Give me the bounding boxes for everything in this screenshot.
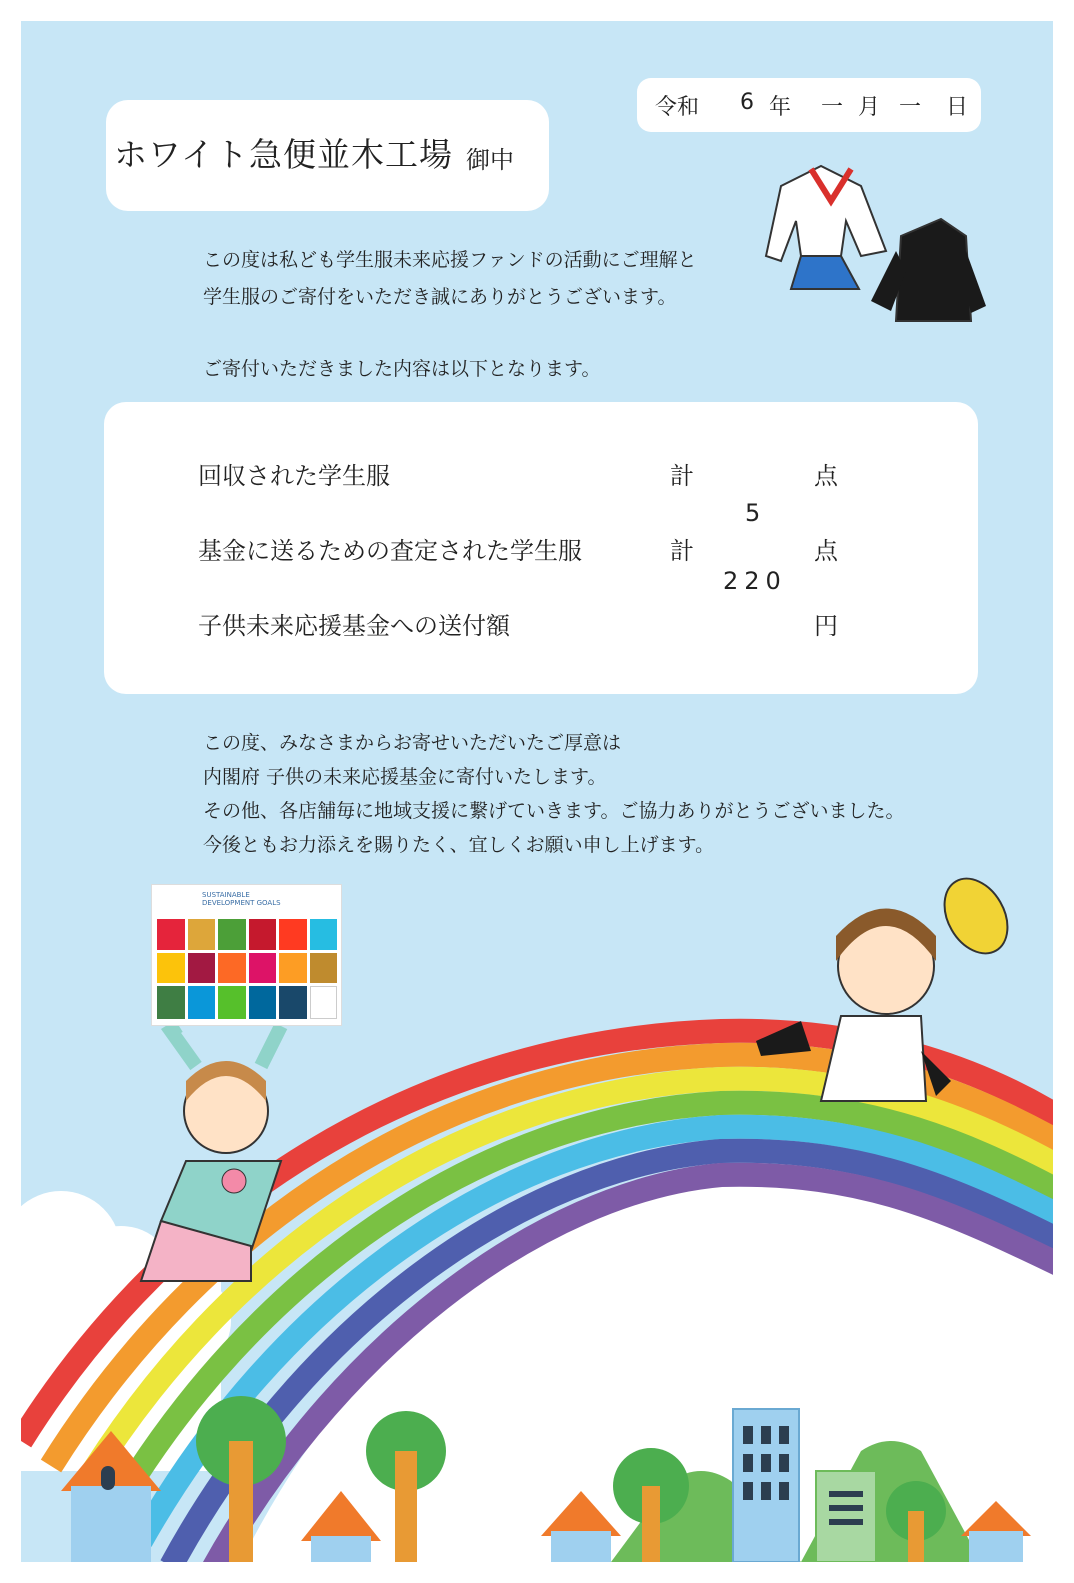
intro-line-1: この度は私ども学生服未来応援ファンドの活動にご理解と bbox=[203, 249, 697, 271]
addressee-name: ホワイト急便並木工場 bbox=[114, 135, 454, 174]
collected-uniforms-unit: 点 bbox=[814, 462, 838, 490]
sdg-tile bbox=[249, 919, 277, 950]
date-day: 一 bbox=[899, 95, 922, 120]
date-month: 一 bbox=[821, 95, 844, 120]
sdg-tile bbox=[188, 919, 216, 950]
sdg-tile bbox=[218, 919, 246, 950]
date-year: 6 bbox=[740, 90, 754, 115]
donation-summary-box bbox=[104, 402, 978, 694]
assessed-uniforms-label: 基金に送るための査定された学生服 bbox=[198, 537, 582, 565]
assessed-uniforms-prefix: 計 bbox=[670, 537, 694, 565]
sdgs-title: SUSTAINABLE DEVELOPMENT GOALS bbox=[202, 891, 281, 907]
school-uniform-illustration bbox=[766, 166, 986, 321]
closing-line-1: この度、みなさまからお寄せいただいたご厚意は bbox=[203, 732, 622, 754]
sdg-tile bbox=[310, 919, 338, 950]
sdg-tile bbox=[249, 986, 277, 1019]
sdgs-poster bbox=[151, 884, 342, 1026]
sdg-tile bbox=[310, 986, 338, 1019]
date-year-unit: 年 bbox=[769, 95, 792, 120]
sdg-tile bbox=[249, 953, 277, 984]
sdg-tile bbox=[218, 986, 246, 1019]
intro-line-3: ご寄付いただきました内容は以下となります。 bbox=[203, 358, 601, 380]
date-era: 令和 bbox=[655, 95, 700, 120]
date-day-unit: 日 bbox=[946, 95, 969, 120]
sdg-tile bbox=[279, 986, 307, 1019]
sdg-tile bbox=[157, 986, 185, 1019]
sdg-tile bbox=[188, 953, 216, 984]
certificate-page bbox=[21, 21, 1053, 1562]
assessed-uniforms-count: 5 bbox=[745, 499, 767, 527]
closing-line-2: 内閣府 子供の未来応援基金に寄付いたします。 bbox=[203, 766, 607, 788]
sdg-tile bbox=[218, 953, 246, 984]
sdg-tile bbox=[157, 953, 185, 984]
sdg-tile bbox=[279, 953, 307, 984]
fund-amount-value: 220 bbox=[723, 567, 787, 595]
closing-line-3: その他、各店舗毎に地域支援に繋げていきます。ご協力ありがとうございました。 bbox=[203, 800, 905, 822]
sdg-tile bbox=[279, 919, 307, 950]
fund-amount-label: 子供未来応援基金への送付額 bbox=[198, 612, 510, 640]
date-box bbox=[637, 78, 981, 132]
assessed-uniforms-unit: 点 bbox=[814, 537, 838, 565]
date-month-unit: 月 bbox=[858, 95, 881, 120]
collected-uniforms-label: 回収された学生服 bbox=[198, 462, 390, 490]
collected-uniforms-prefix: 計 bbox=[670, 462, 694, 490]
sdg-tile bbox=[310, 953, 338, 984]
addressee-honorific: 御中 bbox=[466, 146, 514, 174]
sdg-tile bbox=[188, 986, 216, 1019]
sdgs-tile-grid bbox=[157, 919, 337, 1019]
sdg-tile bbox=[157, 919, 185, 950]
intro-line-2: 学生服のご寄付をいただき誠にありがとうございます。 bbox=[203, 286, 677, 308]
addressee-box bbox=[106, 100, 549, 211]
fund-amount-unit: 円 bbox=[814, 612, 838, 640]
closing-line-4: 今後ともお力添えを賜りたく、宜しくお願い申し上げます。 bbox=[203, 834, 715, 856]
